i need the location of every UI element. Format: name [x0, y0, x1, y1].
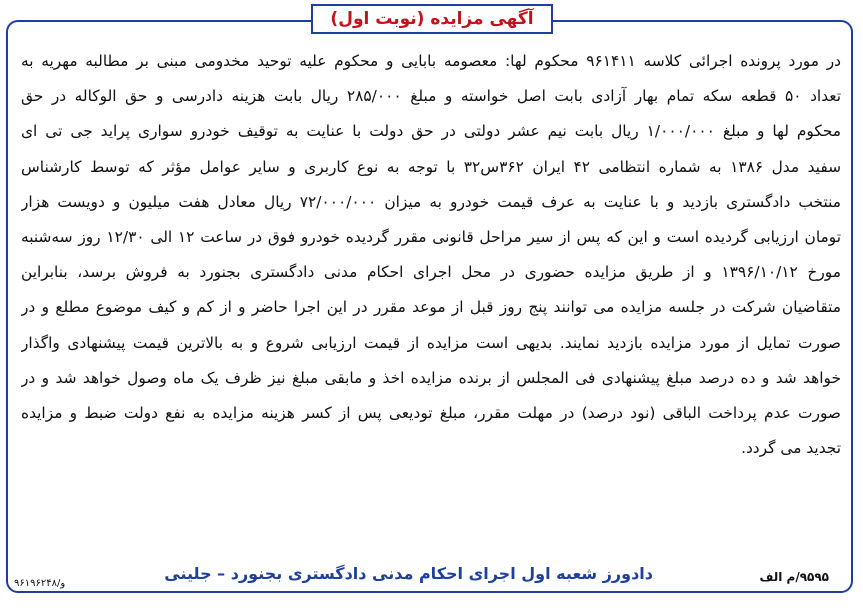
signature: دادورز شعبه اول اجرای احکام مدنی دادگستری بجنورد – جلینی	[164, 564, 653, 583]
notice-title	[311, 4, 553, 34]
body-line: صورت عدم پرداخت الباقی (نود درصد) در مهلت مقرر، مبلغ تودیعی پس از کسر هزینه مزایده به نفع دولت ضبط و مزایده	[21, 404, 841, 423]
body-line: منتخب دادگستری بازدید و با عنایت به عرف قیمت خودرو به میزان ۷۲/۰۰۰/۰۰۰ ریال معادل هفت میلیون و دویست هزار	[21, 192, 841, 211]
reference-number: ۹۵۹۵/م الف	[759, 570, 829, 584]
body-line: محکوم لها و مبلغ ۱/۰۰۰/۰۰۰ ریال بابت نیم عشر دولتی در حق دولت با عنایت به توقیف خودرو سواری پراید جی تی ای	[21, 122, 841, 141]
body-line: مورخ ۱۳۹۶/۱۰/۱۲ و از طریق مزایده حضوری در محل اجرای احکام مدنی دادگستری بجنورد به فروش برسد، بنابراین	[21, 263, 841, 282]
notice-footer	[6, 562, 853, 592]
body-line: متقاضیان شرکت در جلسه مزایده می توانند پنج روز قبل از موعد مقرر در این اجرا حاضر و از کم و کیف موضوع مطلع و در	[21, 298, 841, 317]
body-line: خواهد شد و ده درصد مبلغ پیشنهادی فی المجلس از برنده مزایده اخذ و مابقی مبلغ نیز ظرف یک ماه وصول خواهد شد و در	[21, 368, 841, 387]
body-line: صورت تمایل از مورد مزایده بازدید نمایند. بدیهی است مزایده از قیمت ارزیابی شروع و به بالاترین قیمت پیشنهادی واگذار	[21, 333, 841, 352]
body-line: سفید مدل ۱۳۸۶ به شماره انتظامی ۴۲ ایران ۳۶۲س۳۲ با توجه به نوع کاربری و سایر عوامل مؤثر که توسط کارشناس	[21, 157, 841, 176]
publication-code: ۹۶۱۹۶۲۴۸/و	[14, 578, 66, 589]
body-line: تومان ارزیابی گردیده است و این که پس از سیر مراحل قانونی مقرر گردیده خودرو فوق در ساعت ۱۲ الی ۱۲/۳۰ روز سه‌شنبه	[21, 228, 841, 247]
notice-body	[21, 44, 841, 466]
body-line: در مورد پرونده اجرائی کلاسه ۹۶۱۴۱۱ محکوم لها: معصومه بابایی و محکوم علیه توحید مخدومی مبنی بر مطالبه مهریه به	[21, 52, 841, 70]
body-line: تجدید می گردد.	[741, 439, 841, 458]
body-line: تعداد ۵۰ قطعه سکه تمام بهار آزادی بابت اصل خواسته و مبلغ ۲۸۵/۰۰۰ ریال بابت هزینه دادرسی و حق الوکاله در حق	[21, 87, 841, 106]
notice-title-text: آگهی مزایده (نوبت اول)	[330, 9, 534, 29]
